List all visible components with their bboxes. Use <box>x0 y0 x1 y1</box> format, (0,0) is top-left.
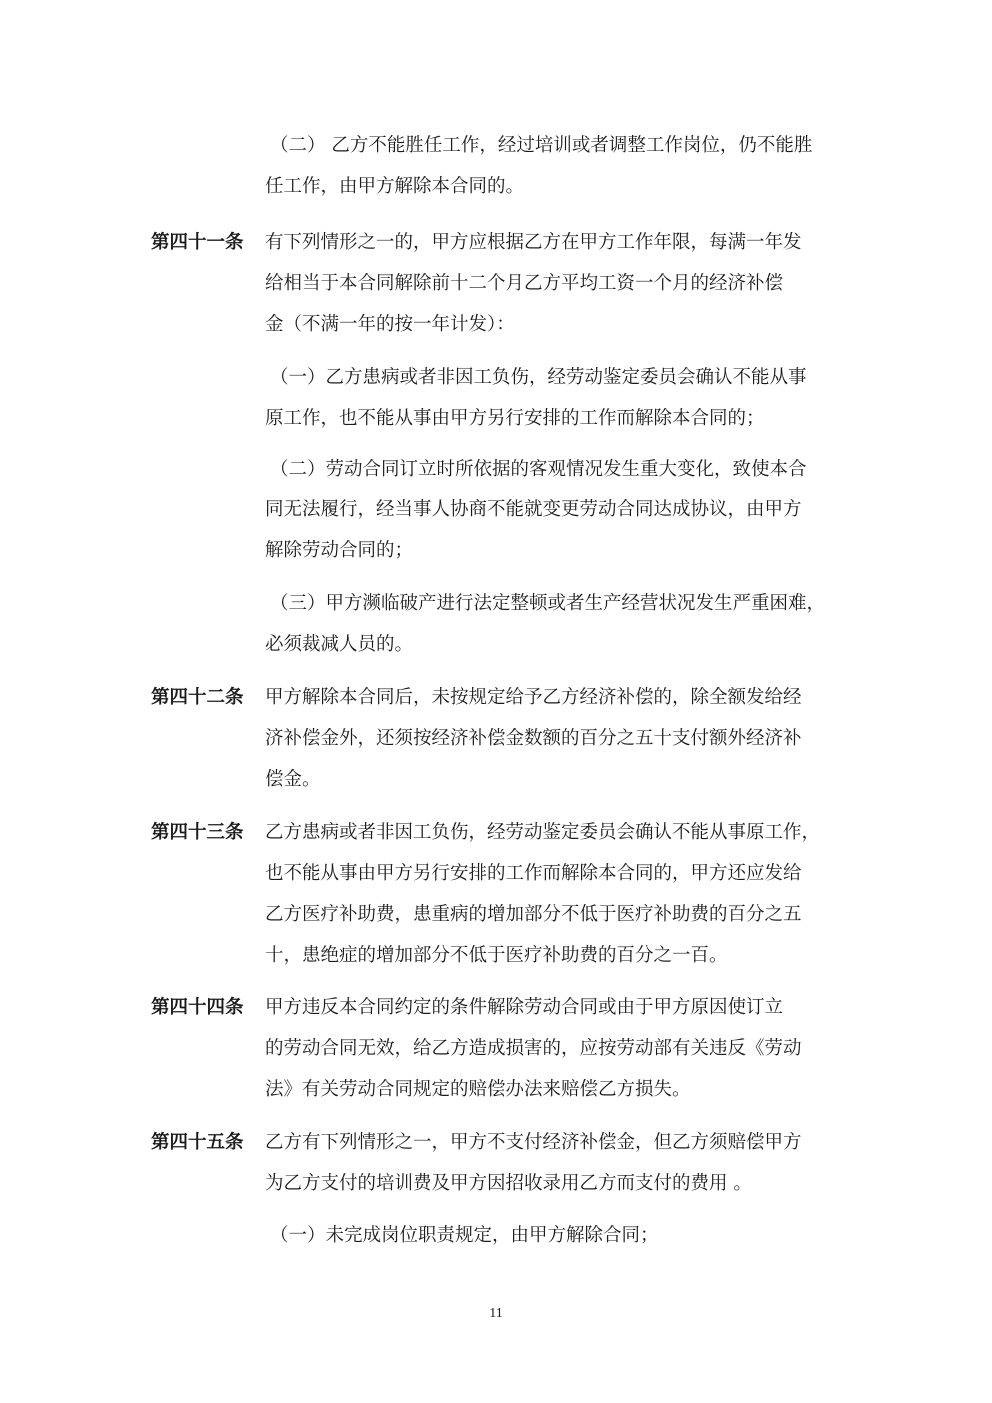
article-43-label: 第四十三条 <box>151 822 244 843</box>
article-41-label: 第四十一条 <box>151 232 244 253</box>
article-41-item-2-line-3: 解除劳动合同的； <box>265 540 414 561</box>
page-number: 11 <box>489 1306 503 1321</box>
article-42-line-2: 济补偿金外，还须按经济补偿金数额的百分之五十支付额外经济补 <box>265 728 802 749</box>
article-43-line-3: 乙方医疗补助费，患重病的增加部分不低于医疗补助费的百分之五 <box>265 904 802 925</box>
article-41-item-3-line-1: （三）甲方濒临破产进行法定整顿或者生产经营状况发生严重困难， <box>270 593 826 614</box>
article-43-line-4: 十，患绝症的增加部分不低于医疗补助费的百分之一百。 <box>265 945 728 966</box>
article-44-line-3: 法》有关劳动合同规定的赔偿办法来赔偿乙方损失。 <box>265 1079 691 1100</box>
article-42-line-3: 偿金。 <box>265 769 321 790</box>
item-2-line-2: 任工作，由甲方解除本合同的。 <box>265 176 525 197</box>
article-45-line-2: 为乙方支付的培训费及甲方因招收录用乙方而支付的费用 。 <box>265 1173 752 1194</box>
article-42-label: 第四十二条 <box>151 687 244 708</box>
article-41-item-2-line-1: （二）劳动合同订立时所依据的客观情况发生重大变化，致使本合 <box>270 459 807 480</box>
article-41-item-2-line-2: 同无法履行，经当事人协商不能就变更劳动合同达成协议，由甲方 <box>265 499 802 520</box>
article-41-item-1-line-2: 原工作，也不能从事由甲方另行安排的工作而解除本合同的； <box>265 408 765 429</box>
article-44-line-2: 的劳动合同无效，给乙方造成损害的，应按劳动部有关违反《劳动 <box>265 1038 802 1059</box>
article-44-label: 第四十四条 <box>151 997 244 1018</box>
article-45-line-1: 乙方有下列情形之一，甲方不支付经济补偿金，但乙方须赔偿甲方 <box>265 1132 802 1153</box>
article-41-item-3-line-2: 必须裁减人员的。 <box>265 634 414 655</box>
article-41-item-1-line-1: （一）乙方患病或者非因工负伤，经劳动鉴定委员会确认不能从事 <box>270 367 807 388</box>
article-44-line-1: 甲方违反本合同约定的条件解除劳动合同或由于甲方原因使订立 <box>265 997 784 1018</box>
item-2-line-1: （二） 乙方不能胜任工作，经过培训或者调整工作岗位，仍不能胜 <box>270 135 813 156</box>
article-45-item-1-line-1: （一）未完成岗位职责规定，由甲方解除合同； <box>270 1225 659 1246</box>
article-45-label: 第四十五条 <box>151 1132 244 1153</box>
article-41-line-2: 给相当于本合同解除前十二个月乙方平均工资一个月的经济补偿 <box>265 273 784 294</box>
article-41-line-1: 有下列情形之一的，甲方应根据乙方在甲方工作年限，每满一年发 <box>265 232 802 253</box>
article-41-line-3: 金（不满一年的按一年计发）： <box>265 314 515 335</box>
article-43-line-2: 也不能从事由甲方另行安排的工作而解除本合同的，甲方还应发给 <box>265 863 802 884</box>
article-43-line-1: 乙方患病或者非因工负伤，经劳动鉴定委员会确认不能从事原工作， <box>265 822 821 843</box>
article-42-line-1: 甲方解除本合同后，未按规定给予乙方经济补偿的，除全额发给经 <box>265 687 802 708</box>
